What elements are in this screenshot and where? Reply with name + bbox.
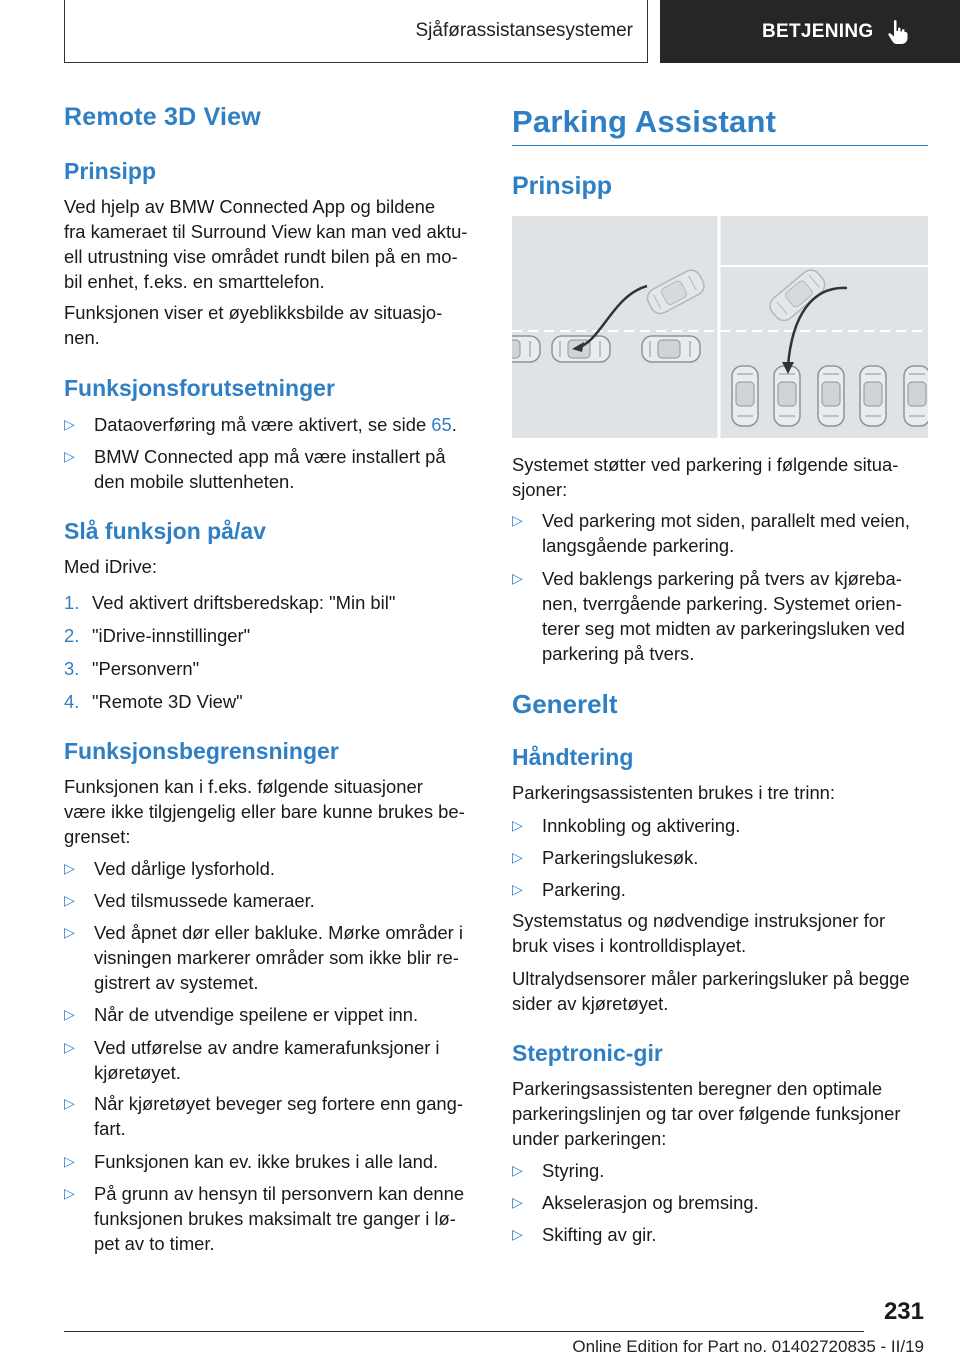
list-item: 1. Ved aktivert driftsberedskap: "Min bil" xyxy=(64,592,396,613)
list-item: ▷ Ved parkering mot siden, parallelt med veien, langsgående parkering. xyxy=(512,510,911,556)
steptronic-intro: Parkeringsassistenten beregner den optimale parkeringslinjen og tar over følgende funksjoner under parkeringen: xyxy=(512,1078,901,1149)
page-link-65[interactable]: 65 xyxy=(431,414,452,435)
triangle-right-icon: ▷ xyxy=(64,1006,75,1022)
header-chapter-box xyxy=(660,0,960,63)
header-section-title: Sjåførassistansesystemer xyxy=(415,20,633,41)
haandtering-intro: Parkeringsassistenten brukes i tre trinn: xyxy=(512,782,836,803)
list-item: ▷ Når kjøretøyet beveger seg fortere enn gang- fart. xyxy=(64,1093,464,1139)
car-icon xyxy=(512,336,540,362)
list-item: ▷ Akselerasjon og bremsing. xyxy=(512,1192,759,1213)
generelt-heading: Generelt xyxy=(512,689,618,719)
car-icon xyxy=(818,366,844,426)
idrive-intro: Med iDrive: xyxy=(64,556,157,577)
header-section-box xyxy=(64,0,648,63)
prinsipp-heading-right: Prinsipp xyxy=(512,172,613,200)
triangle-right-icon: ▷ xyxy=(512,570,523,586)
triangle-right-icon: ▷ xyxy=(512,1226,523,1242)
remote-3d-view-title: Remote 3D View xyxy=(64,103,261,131)
prinsipp-paragraph-1: Ved hjelp av BMW Connected App og bildene fra kameraet til Surround View kan man ved aktu- ell utrustning vise området rundt bilen på en mo- bil enhet, f.eks. en smarttelefon. xyxy=(64,196,468,292)
list-item: ▷ Innkobling og aktivering. xyxy=(512,815,741,836)
steptronic-heading: Steptronic-gir xyxy=(512,1040,663,1066)
page-number: 231 xyxy=(883,1298,924,1325)
list-item: ▷ Parkering. xyxy=(512,879,626,900)
header-chapter-title: BETJENING xyxy=(762,20,874,42)
haandtering-heading: Håndtering xyxy=(512,744,634,770)
car-icon xyxy=(774,366,800,426)
triangle-right-icon: ▷ xyxy=(64,448,75,464)
list-item: ▷ Parkeringslukesøk. xyxy=(512,847,699,868)
triangle-right-icon: ▷ xyxy=(512,512,523,528)
systemstatus-paragraph: Systemstatus og nødvendige instruksjoner for bruk vises i kontrolldisplayet. xyxy=(512,910,886,956)
list-item: ▷ Dataoverføring må være aktivert, se side 65. xyxy=(64,414,457,435)
triangle-right-icon: ▷ xyxy=(64,416,75,432)
car-icon xyxy=(860,366,886,426)
list-item: ▷ Ved dårlige lysforhold. xyxy=(64,858,275,879)
ultralyd-paragraph: Ultralydsensorer måler parkeringsluker på begge sider av kjøretøyet. xyxy=(512,968,910,1014)
triangle-right-icon: ▷ xyxy=(512,849,523,865)
parking-assistant-title: Parking Assistant xyxy=(512,104,777,139)
triangle-right-icon: ▷ xyxy=(64,860,75,876)
list-item: ▷ Når de utvendige speilene er vippet inn. xyxy=(64,1004,419,1025)
list-item: ▷ BMW Connected app må være installert på den mobile sluttenheten. xyxy=(64,446,446,492)
parking-intro: Systemet støtter ved parkering i følgende situa- sjoner: xyxy=(512,454,899,500)
triangle-right-icon: ▷ xyxy=(64,1039,75,1055)
list-item: ▷ Styring. xyxy=(512,1160,605,1181)
triangle-right-icon: ▷ xyxy=(64,924,75,940)
triangle-right-icon: ▷ xyxy=(512,881,523,897)
list-item: 3. "Personvern" xyxy=(64,658,200,679)
parking-illustration xyxy=(512,216,928,438)
triangle-right-icon: ▷ xyxy=(64,1185,75,1201)
car-icon xyxy=(904,366,928,426)
list-item: ▷ Ved tilsmussede kameraer. xyxy=(64,890,315,911)
list-item: 4. "Remote 3D View" xyxy=(64,691,243,712)
list-item: ▷ Skifting av gir. xyxy=(512,1224,657,1245)
list-item: ▷ Ved åpnet dør eller bakluke. Mørke områder i visningen markerer områder som ikke blir re- gistrert av systemet. xyxy=(64,922,463,993)
title-underline xyxy=(512,145,928,146)
triangle-right-icon: ▷ xyxy=(64,1095,75,1111)
begrensninger-intro: Funksjonen kan i f.eks. følgende situasjoner være ikke tilgjengelig eller bare kunne brukes be- grenset: xyxy=(64,776,465,847)
funksjonsforutsetninger-heading: Funksjonsforutsetninger xyxy=(64,375,335,401)
list-item: ▷ Ved baklengs parkering på tvers av kjøreba- nen, tverrgående parkering. Systemet orien- terer seg mot midten av parkeringsluken ved parkering på tvers. xyxy=(512,568,905,664)
triangle-right-icon: ▷ xyxy=(512,1194,523,1210)
triangle-right-icon: ▷ xyxy=(64,1153,75,1169)
car-icon xyxy=(732,366,758,426)
hand-pointer-icon xyxy=(887,19,909,45)
prinsipp-paragraph-2: Funksjonen viser et øyeblikksbilde av situasjo- nen. xyxy=(64,302,443,348)
prinsipp-heading-left: Prinsipp xyxy=(64,158,157,184)
triangle-right-icon: ▷ xyxy=(512,817,523,833)
list-item: ▷ Ved utførelse av andre kamerafunksjoner i kjøretøyet. xyxy=(64,1037,440,1083)
list-item: 2. "iDrive-innstillinger" xyxy=(64,625,251,646)
edition-footer: Online Edition for Part no. 01402720835 - II/19 xyxy=(572,1337,924,1356)
list-item: ▷ Funksjonen kan ev. ikke brukes i alle land. xyxy=(64,1151,439,1172)
triangle-right-icon: ▷ xyxy=(64,892,75,908)
list-item: ▷ På grunn av hensyn til personvern kan denne funksjonen brukes maksimalt tre ganger i lø- pet av to timer. xyxy=(64,1183,465,1254)
funksjonsbegrensninger-heading: Funksjonsbegrensninger xyxy=(64,738,339,764)
car-icon xyxy=(642,336,700,362)
footer-divider xyxy=(64,1331,864,1332)
triangle-right-icon: ▷ xyxy=(512,1162,523,1178)
slaa-funksjon-heading: Slå funksjon på/av xyxy=(64,518,266,544)
